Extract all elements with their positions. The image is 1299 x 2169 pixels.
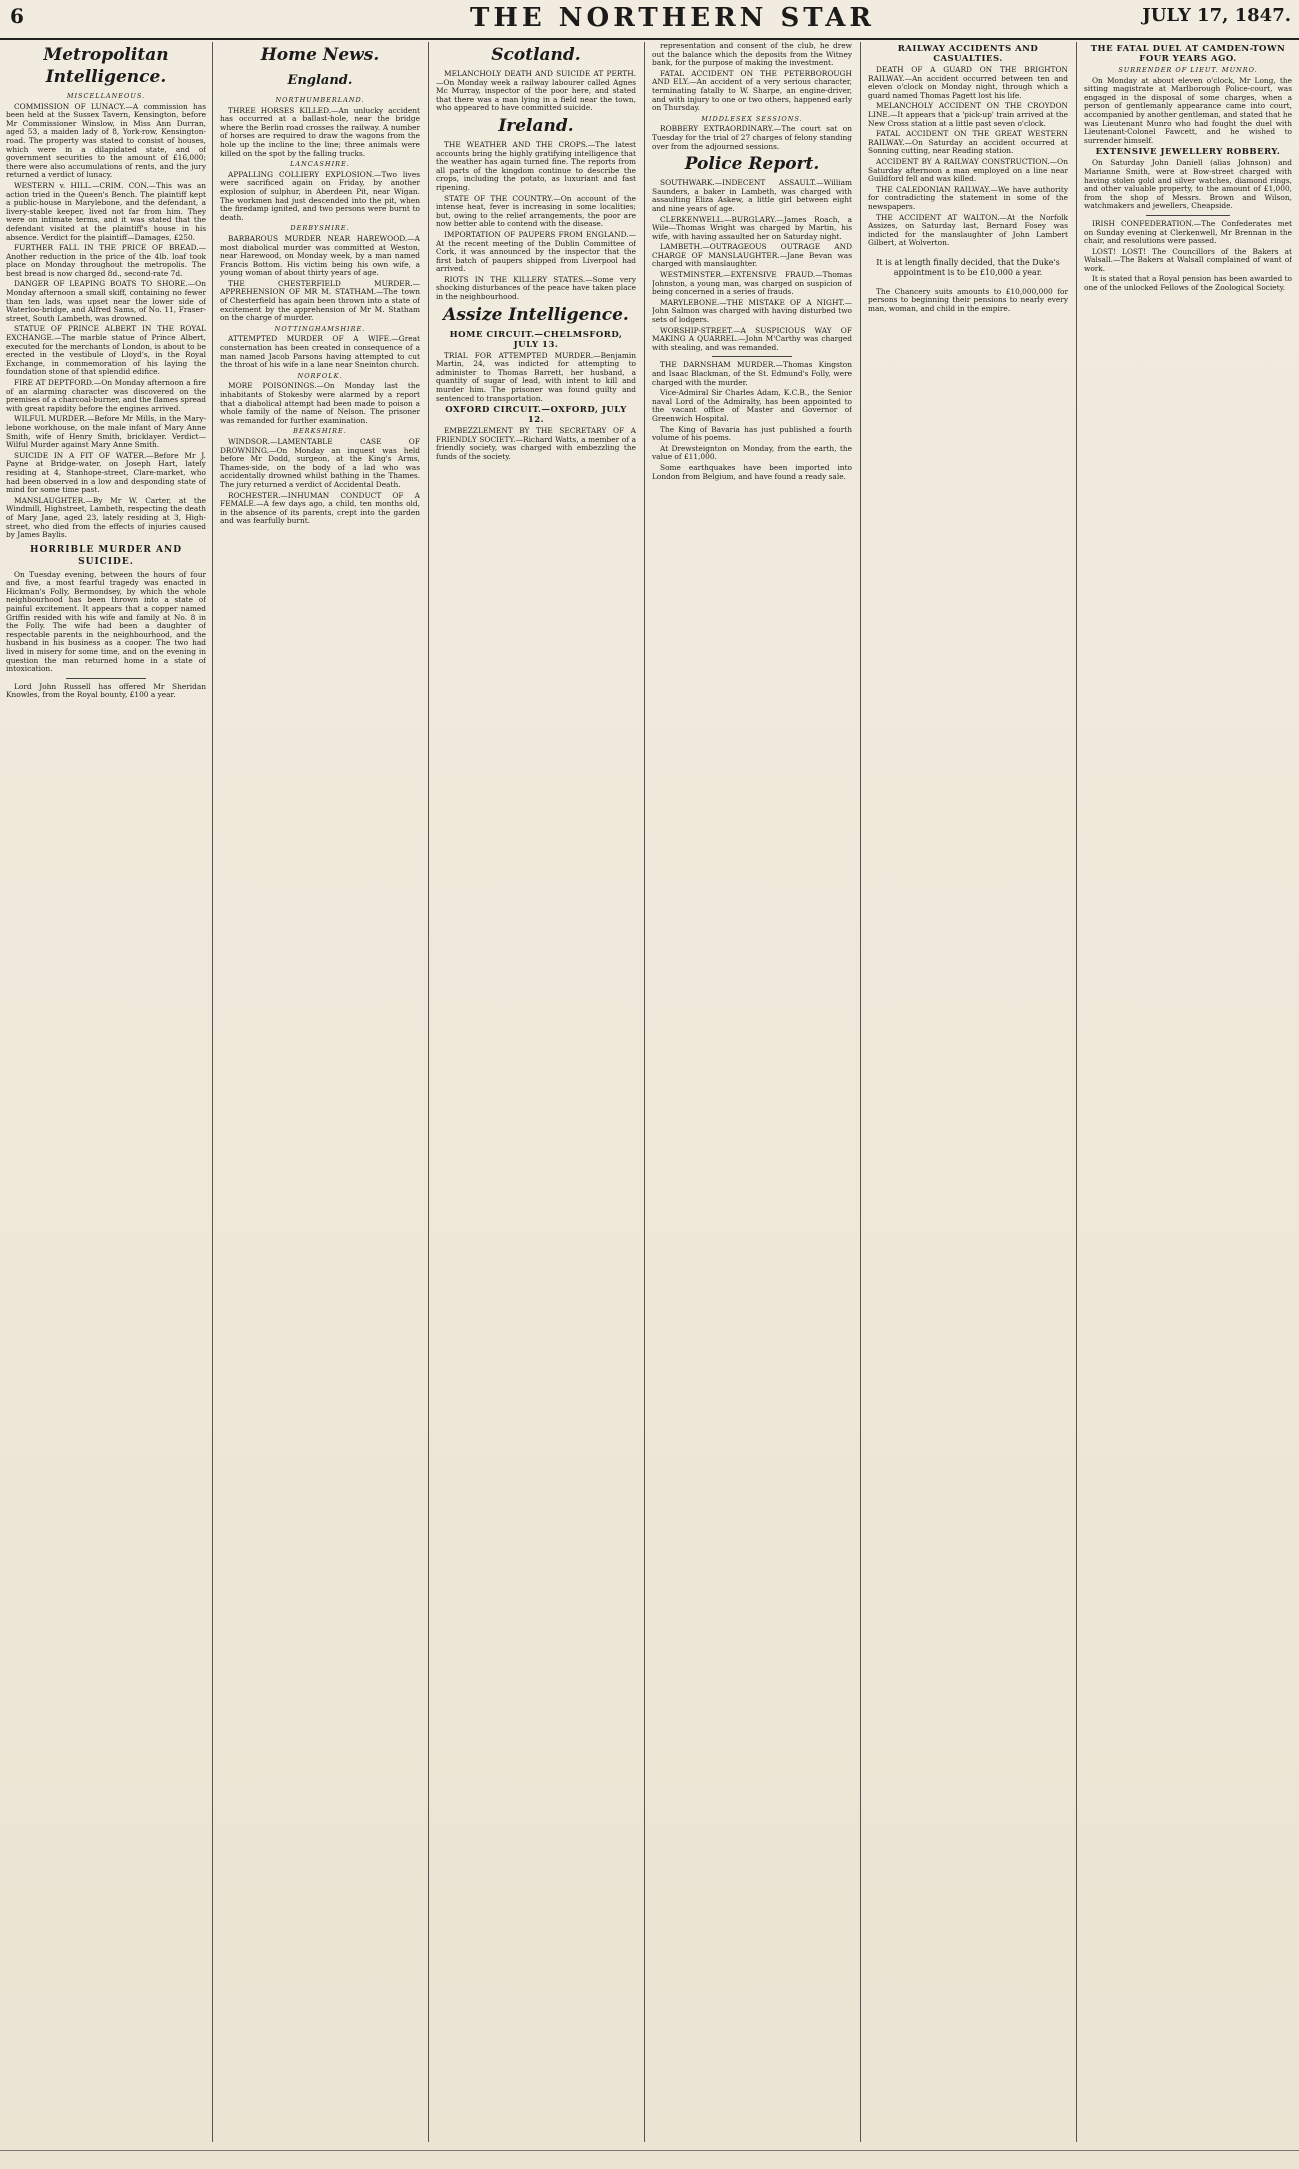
article: Lord John Russell has offered Mr Sheridan Knowles, from the Royal bounty, £100 a year. [6, 681, 206, 700]
divider [712, 356, 792, 357]
section-heading: THE FATAL DUEL AT CAMDEN-TOWN FOUR YEARS AGO. [1090, 44, 1286, 64]
article: LOST! LOST! The Councillors of the Bakers at Walsall.—The Bakers at Walsall complained of want of work. [1084, 246, 1292, 273]
section-heading: Metropolitan Intelligence. [43, 45, 169, 87]
article: SUICIDE IN A FIT OF WATER.—Before Mr J. Payne at Bridge-water, on Joseph Hart, lately residing at 4, Stanhope-street, Clare-market, who had been observed in a low and desponding state of mind for some time past. [6, 450, 206, 495]
article: THE CHESTERFIELD MURDER.—APPREHENSION OF MR M. STATHAM.—The town of Chesterfield has again been thrown into a state of excitement by the apprehension of Mr M. Statham on the charge of murder. [220, 278, 420, 323]
article: CLERKENWELL.—BURGLARY.—James Roach, a Wile—Thomas Wright was charged by Martin, his wife, with having assaulted her on Saturday night. [652, 214, 852, 241]
page-number: 6 [10, 4, 24, 28]
article: COMMISSION OF LUNACY.—A commission has been held at the Sussex Tavern, Kensington, before Mr Commissioner Winslow, in Miss Ann Durran, aged 53, a maiden lady of 8, York-row, Kensington-road. The property was stated to consist of houses, which were in a dilapidated state, and of government securities to the amount of £16,000; there were also accumulations of rents, and the jury returned a verdict of lunacy. [6, 101, 206, 180]
article: MARYLEBONE.—THE MISTAKE OF A NIGHT.—John Salmon was charged with having disturbed two sets of lodgers. [652, 297, 852, 325]
column-divider [212, 42, 213, 2142]
article: On Tuesday evening, between the hours of four and five, a most fearful tragedy was enacted in Hickman's Folly, Bermondsey, by which the whole neighbourhood has been thrown into a state of painful excitement. It appears that a copper named Griffin resided with his wife and family at No. 8 in the Folly. The wife had been a daughter of respectable parents in the neighbourhood, and the husband in his business as a cooper. The two had lived in misery for some time, and on the evening in question the man returned home in a state of intoxication. [6, 569, 206, 674]
county-heading: NORTHUMBERLAND. [275, 96, 365, 104]
article: WESTMINSTER.—EXTENSIVE FRAUD.—Thomas Johnston, a young man, was charged on suspicion of being concerned in a series of frauds. [652, 270, 852, 297]
article: THREE HORSES KILLED.—An unlucky accident has occurred at a ballast-hole, near the bridge where the Berlin road crosses the railway. A number of horses are required to draw the wagons from the hole up the incline to the line; three animals were killed on the spot by the falling trucks. [220, 105, 420, 158]
divider [66, 678, 146, 679]
article: MELANCHOLY ACCIDENT ON THE CROYDON LINE.—It appears that a 'pick-up' train arrived at the New Cross station at a little past seven o'clock. [868, 101, 1068, 128]
column-2 [220, 42, 420, 2142]
article: FURTHER FALL IN THE PRICE OF BREAD.—Another reduction in the price of the 4lb. loaf took place on Monday throughout the metropolis. The best bread is now charged 8d., second-rate 7d. [6, 243, 206, 278]
section-heading: Assize Intelligence. [443, 304, 629, 325]
article: DEATH OF A GUARD ON THE BRIGHTON RAILWAY.—An accident occurred between ten and eleven o'clock on Monday night, through which a guard named Thomas Pagett lost his life. [868, 65, 1068, 100]
section-heading: Ireland. [498, 115, 574, 136]
section-subheading: England. [287, 73, 353, 88]
circuit-heading: OXFORD CIRCUIT.—OXFORD, JULY 12. [445, 405, 627, 426]
masthead [0, 0, 1299, 40]
section-heading: EXTENSIVE JEWELLERY ROBBERY. [1095, 147, 1281, 158]
column-5 [868, 42, 1068, 2142]
article: WINDSOR.—LAMENTABLE CASE OF DROWNING.—On Monday an inquest was held before Mr Dodd, surgeon, at the King's Arms, Thames-side, on the body of a lad who was accidentally drowned whilst bathing in the Thames. The jury returned a verdict of Accidental Death. [220, 436, 420, 489]
article: DANGER OF LEAPING BOATS TO SHORE.—On Monday afternoon a small skiff, containing no fewer than ten lads, was upset near the lower side of Waterloo-bridge, and Alfred Sams, of No. 11, Fraser-street, South Lambeth, was drowned. [6, 279, 206, 323]
article: FATAL ACCIDENT ON THE PETERBOROUGH AND ELY.—An accident of a very serious character, terminating fatally to W. Sharpe, an engine-driver, and with injury to one or two others, happened early on Thursday. [652, 68, 852, 113]
article: The Chancery suits amounts to £10,000,000 for persons to beginning their pensions to nearly every man, woman, and child in the empire. [868, 286, 1068, 314]
article: WILFUL MURDER.—Before Mr Mills, in the Mary-lebone workhouse, on the male infant of Mary Anne Smith, wife of Henry Smith, bricklayer. Verdict—Wilful Murder against Mary Anne Smith. [6, 414, 206, 450]
article-heading: HORRIBLE MURDER AND SUICIDE. [29, 544, 183, 567]
section-heading: Scotland. [491, 45, 581, 65]
article: FIRE AT DEPTFORD.—On Monday afternoon a fire of an alarming character was discovered on the premises of a charcoal-burner, and the flames spread with great rapidity before the engines arrived. [6, 378, 206, 413]
newspaper-title: THE NORTHERN STAR [470, 3, 875, 33]
article: ATTEMPTED MURDER OF A WIFE.—Great consternation has been created in consequence of a man named Jacob Parsons having attempted to cut the throat of his wife in a lane near Sneinton church. [220, 334, 420, 370]
article: On Saturday John Daniell (alias Johnson) and Marianne Smith, were at Bow-street charged with having stolen gold and silver watches, diamond rings, and other valuable property, to the amount of £1,000, from the shop of Messrs. Brown and Wilson, watchmakers and jewellers, Cheapside. [1084, 158, 1292, 211]
article: On Monday at about eleven o'clock, Mr Long, the sitting magistrate at Marlborough Police-court, was engaged in the disposal of some charges, when a person of gentlemanly appearance came into court, accompanied by another gentleman, and stated that he was Lieutenant Munro who had fought the duel with Lieutenant-Colonel Fawcett, and he wished to surrender himself. [1084, 75, 1292, 145]
county-heading: NOTTINGHAMSHIRE. [274, 324, 366, 333]
county-heading: NORFOLK. [297, 371, 343, 380]
article: IMPORTATION OF PAUPERS FROM ENGLAND.—At the recent meeting of the Dublin Committee of Cork, it was announced by the inspector that the first batch of paupers shipped from Liverpool had arrived. [436, 229, 636, 274]
county-heading: BERKSHIRE. [293, 427, 347, 436]
column-6 [1084, 42, 1292, 2142]
article: It is stated that a Royal pension has been awarded to one of the unlocked Fellows of the Zoological Society. [1084, 274, 1292, 293]
article: Vice-Admiral Sir Charles Adam, K.C.B., the Senior naval Lord of the Admiralty, has been appointed to the vacant office of Master and Governor of Greenwich Hospital. [652, 388, 852, 423]
article: ROBBERY EXTRAORDINARY.—The court sat on Tuesday for the trial of 27 charges of felony standing over from the adjourned sessions. [652, 124, 852, 151]
section-heading: Police Report. [684, 154, 820, 175]
sub-heading: MIDDLESEX SESSIONS. [701, 114, 803, 123]
article: IRISH CONFEDERATION.—The Confederates met on Sunday evening at Clerkenwell, Mr Brennan in the chair, and resolutions were passed. [1084, 218, 1292, 246]
county-heading: LANCASHIRE. [290, 160, 350, 169]
column-3 [436, 42, 636, 2142]
section-heading: RAILWAY ACCIDENTS AND CASUALTIES. [897, 44, 1039, 64]
article: MELANCHOLY DEATH AND SUICIDE AT PERTH.—On Monday week a railway labourer called Agnes Mc Murray, inspector of the poor here, and stated that there was a man lying in a field near the town, who appeared to have committed suicide. [436, 69, 636, 113]
article: RIOTS IN THE KILLERY STATES.—Some very shocking disturbances of the peace have taken place in the neighbourhood. [436, 274, 636, 302]
issue-date: JULY 17, 1847. [1142, 5, 1291, 26]
article: MORE POISONINGS.—On Monday last the inhabitants of Stokesby were alarmed by a report that a diabolical attempt had been made to poison a whole family of the name of Nelson. The prisoner was remanded for further examination. [220, 381, 420, 425]
article: BARBAROUS MURDER NEAR HAREWOOD.—A most diabolical murder was committed at Weston, near Harewood, on Monday week, by a man named Francis Bottom. His victim being his own wife, a young woman of about thirty years of age. [220, 233, 420, 278]
column-divider [644, 42, 645, 2142]
column-divider [860, 42, 861, 2142]
article: STATUE OF PRINCE ALBERT IN THE ROYAL EXCHANGE.—The marble statue of Prince Albert, executed for the merchants of London, is about to be erected in the vestibule of Lloyd's, in the Royal Exchange, in commemoration of his laying the foundation stone of that splendid edifice. [6, 324, 206, 377]
article: At Drewsteignton on Monday, from the earth, the value of £11,000. [652, 443, 852, 462]
article: WORSHIP-STREET.—A SUSPICIOUS WAY OF MAKING A QUARREL.—John M'Carthy was charged with stealing, and was remanded. [652, 325, 852, 352]
article: Some earthquakes have been imported into London from Belgium, and have found a ready sale. [652, 462, 852, 481]
center-note: It is at length finally decided, that the Duke's appointment is to be £10,000 a year. [876, 257, 1060, 277]
column-divider [1076, 42, 1077, 2142]
sub-heading: MISCELLANEOUS. [66, 92, 146, 100]
article: EMBEZZLEMENT BY THE SECRETARY OF A FRIENDLY SOCIETY.—Richard Watts, a member of a friendly society, was charged with embezzling the funds of the society. [436, 426, 636, 461]
article: THE WEATHER AND THE CROPS.—The latest accounts bring the highly gratifying intelligence that the weather has again turned fine. The reports from all parts of the kingdom continue to describe the crops, including the potato, as luxuriant and fast ripening. [436, 139, 636, 192]
bottom-rule [0, 2150, 1299, 2151]
column-4 [652, 42, 852, 2142]
article: STATE OF THE COUNTRY.—On account of the intense heat, fever is increasing in some localities; but, owing to the relief arrangements, the poor are now better able to contend with the disease. [436, 193, 636, 229]
article: THE DARNSHAM MURDER.—Thomas Kingston and Isaac Blackman, of the St. Edmund's Folly, were charged with the murder. [652, 360, 852, 387]
article: SOUTHWARK.—INDECENT ASSAULT.—William Saunders, a baker in Lambeth, was charged with assaulting Eliza Askew, a little girl between eight and nine years of age. [652, 178, 852, 213]
article: LAMBETH.—OUTRAGEOUS OUTRAGE AND CHARGE OF MANSLAUGHTER.—Jane Bevan was charged with manslaughter. [652, 242, 852, 269]
article: ROCHESTER.—INHUMAN CONDUCT OF A FEMALE.—A few days ago, a child, ten months old, in the absence of its parents, crept into the garden and was fearfully burnt. [220, 490, 420, 526]
county-heading: DERBYSHIRE. [290, 224, 350, 233]
article: THE CALEDONIAN RAILWAY.—We have authority for contradicting the statement in some of the newspapers. [868, 184, 1068, 211]
article: ACCIDENT BY A RAILWAY CONSTRUCTION.—On Saturday afternoon a man employed on a line near Guildford fell and was killed. [868, 156, 1068, 184]
article: representation and consent of the club, he drew out the balance which the deposits from the Witney bank, for the purpose of making the investment. [652, 42, 852, 68]
column-divider [428, 42, 429, 2142]
divider [1146, 215, 1229, 216]
section-heading: Home News. [260, 45, 380, 65]
article: MANSLAUGHTER.—By Mr W. Carter, at the Windmill, Highstreet, Lambeth, respecting the death of Mary Jane, aged 23, lately residing at 3, High-street, who died from the effects of injuries caused by James Baylis. [6, 495, 206, 540]
article: FATAL ACCIDENT ON THE GREAT WESTERN RAILWAY.—On Saturday an accident occurred at Sonning cutting, near Reading station. [868, 129, 1068, 156]
article: APPALLING COLLIERY EXPLOSION.—Two lives were sacrificed again on Friday, by another explosion of sulphur, in Aberdeen Pit, near Wigan. The workmen had just descended into the pit, when the firedamp ignited, and two persons were burnt to death. [220, 169, 420, 222]
column-1 [6, 42, 206, 2142]
article: WESTERN v. HILL.—CRIM. CON.—This was an action tried in the Queen's Bench. The plaintiff kept a public-house in Marylebone, and the defendant, a livery-stable keeper, lived not far from him. They were on intimate terms, and it was stated that the defendant visited at the plaintiff's house in his absence. Verdict for the plaintiff—Damages, £250. [6, 180, 206, 242]
circuit-heading: HOME CIRCUIT.—CHELMSFORD, JULY 13. [449, 329, 623, 350]
article: THE ACCIDENT AT WALTON.—At the Norfolk Assizes, on Saturday last, Bernard Fosey was indicted for the manslaughter of John Lambert Gilbert, at Wolverton. [868, 212, 1068, 248]
article: The King of Bavaria has just published a fourth volume of his poems. [652, 424, 852, 443]
article: TRIAL FOR ATTEMPTED MURDER.—Benjamin Martin, 24, was indicted for attempting to administer to Thomas Barrett, her husband, a quantity of sugar of lead, with intent to kill and murder him. The prisoner was found guilty and sentenced to transportation. [436, 350, 636, 403]
sub-heading: SURRENDER OF LIEUT. MUNRO. [1118, 66, 1258, 74]
